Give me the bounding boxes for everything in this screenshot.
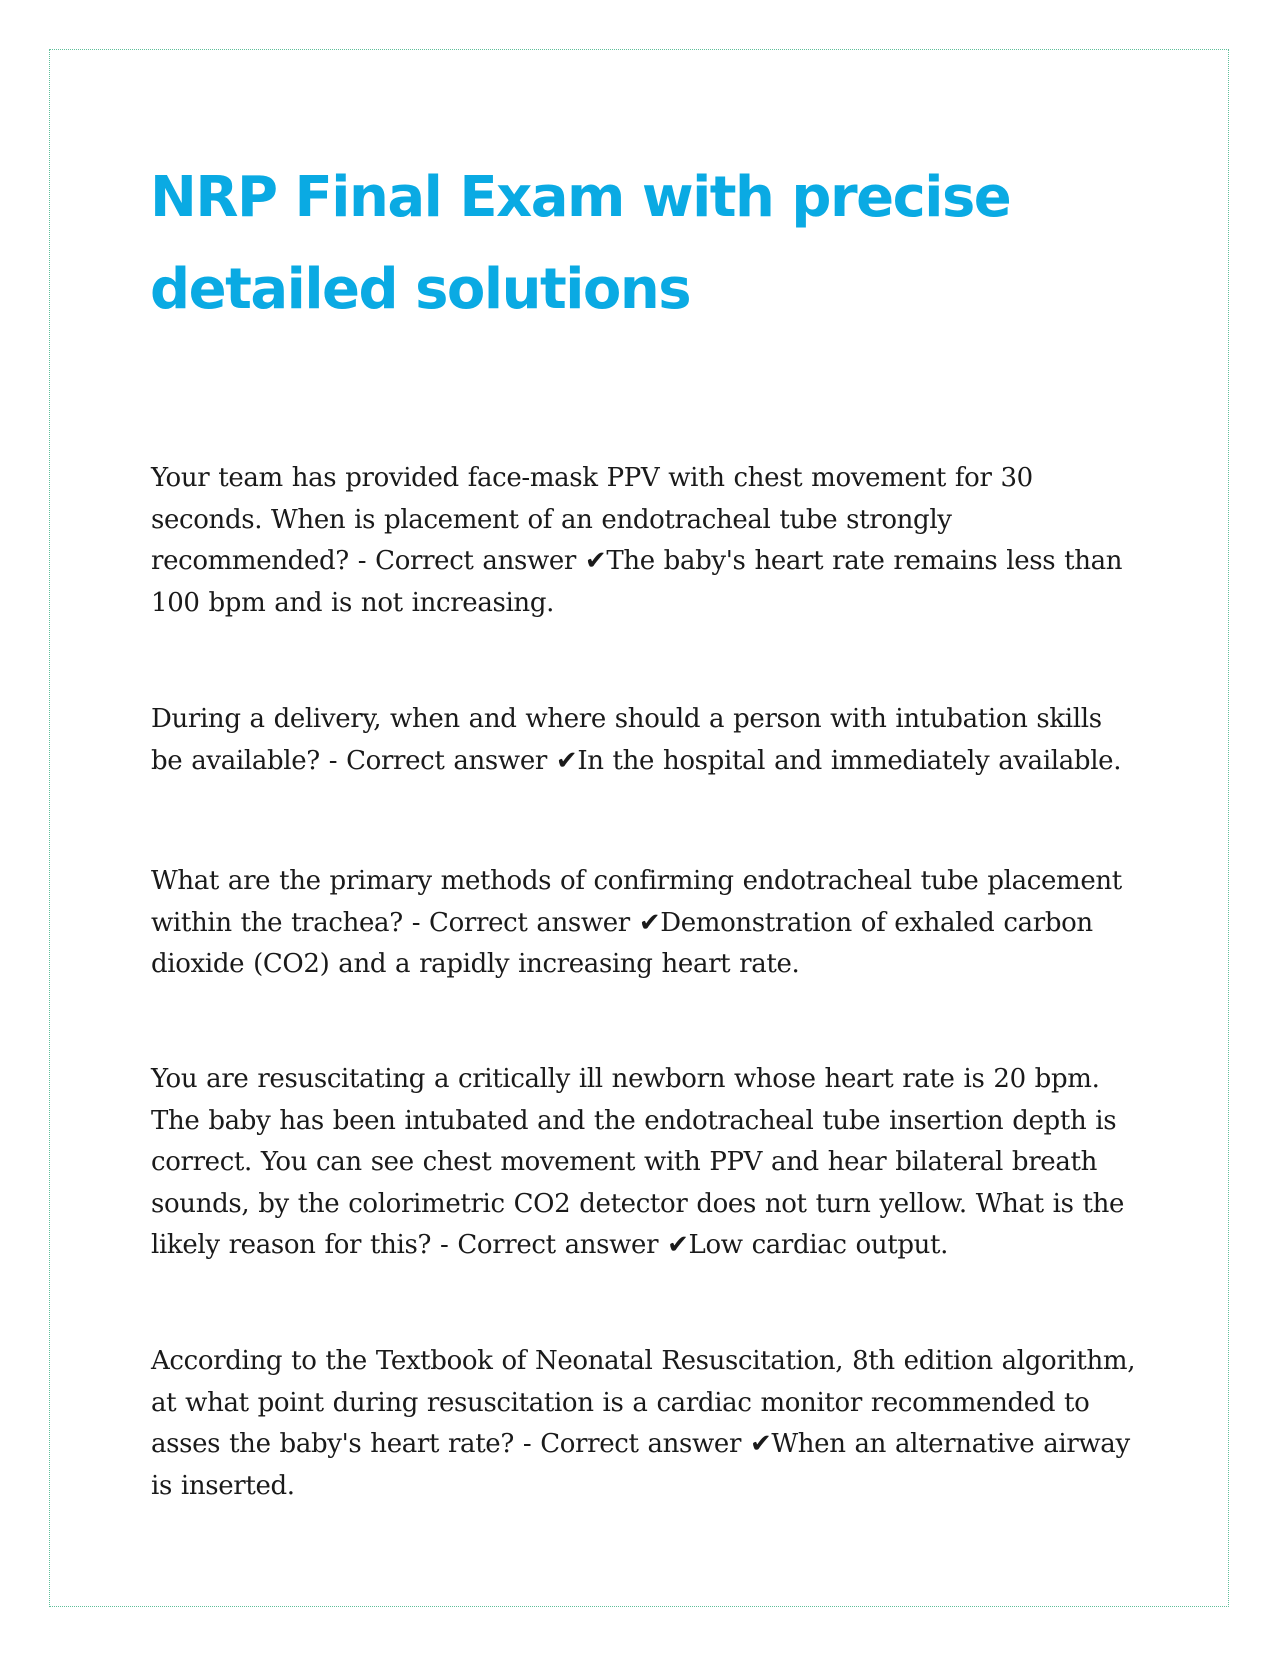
qa-item-5 (151, 1341, 1136, 1507)
correct-answer-label: - Correct answer (402, 907, 639, 938)
question-text: During a delivery, when and where should a person with intubation skills be available? (151, 704, 1102, 776)
question-text: You are resuscitating a critically ill newborn whose heart rate is 20 bpm. The baby has been intubated and the endotracheal tube insertion depth is correct. You can see chest movement with PPV and hear bilateral breath sounds, by the colorimetric CO2 detector does not turn yellow. What is the likely reason for this? (151, 1064, 1125, 1260)
answer-text: Low cardiac output. (688, 1230, 949, 1260)
check-mark-icon: ✔ (584, 546, 607, 576)
qa-item-3 (151, 861, 1136, 986)
answer-text: When an alternative airway is inserted. (151, 1429, 1130, 1501)
qa-item-4 (151, 1059, 1136, 1267)
answer-text: The baby's heart rate remains less than 100 bpm and is not increasing. (151, 546, 1123, 618)
correct-answer-label: - Correct answer (513, 1429, 750, 1459)
question-text: Your team has provided face-mask PPV with chest movement for 30 seconds. When is placement of an endotracheal tube strongly recommended? (151, 463, 1033, 576)
check-mark-icon: ✔ (638, 907, 661, 938)
question-text: What are the primary methods of confirming endotracheal tube placement within the trachea? (151, 866, 1122, 938)
qa-item-2 (151, 699, 1136, 782)
answer-text: Demonstration of exhaled carbon dioxide (CO2) and a rapidly increasing heart rate. (151, 907, 1093, 979)
check-mark-icon: ✔ (749, 1429, 772, 1459)
qa-item-1 (151, 458, 1136, 624)
question-text: According to the Textbook of Neonatal Resuscitation, 8th edition algorithm, at what point during resuscitation is a cardiac monitor recommended to asses the baby's heart rate? (151, 1346, 1136, 1459)
correct-answer-label: - Correct answer (319, 745, 556, 776)
check-mark-icon: ✔ (555, 745, 578, 776)
answer-text: In the hospital and immediately available. (577, 745, 1122, 776)
correct-answer-label: - Correct answer (431, 1230, 668, 1260)
document-title: NRP Final Exam with precise detailed solutions (150, 165, 1011, 322)
correct-answer-label: - Correct answer (348, 546, 585, 576)
check-mark-icon: ✔ (667, 1230, 689, 1260)
